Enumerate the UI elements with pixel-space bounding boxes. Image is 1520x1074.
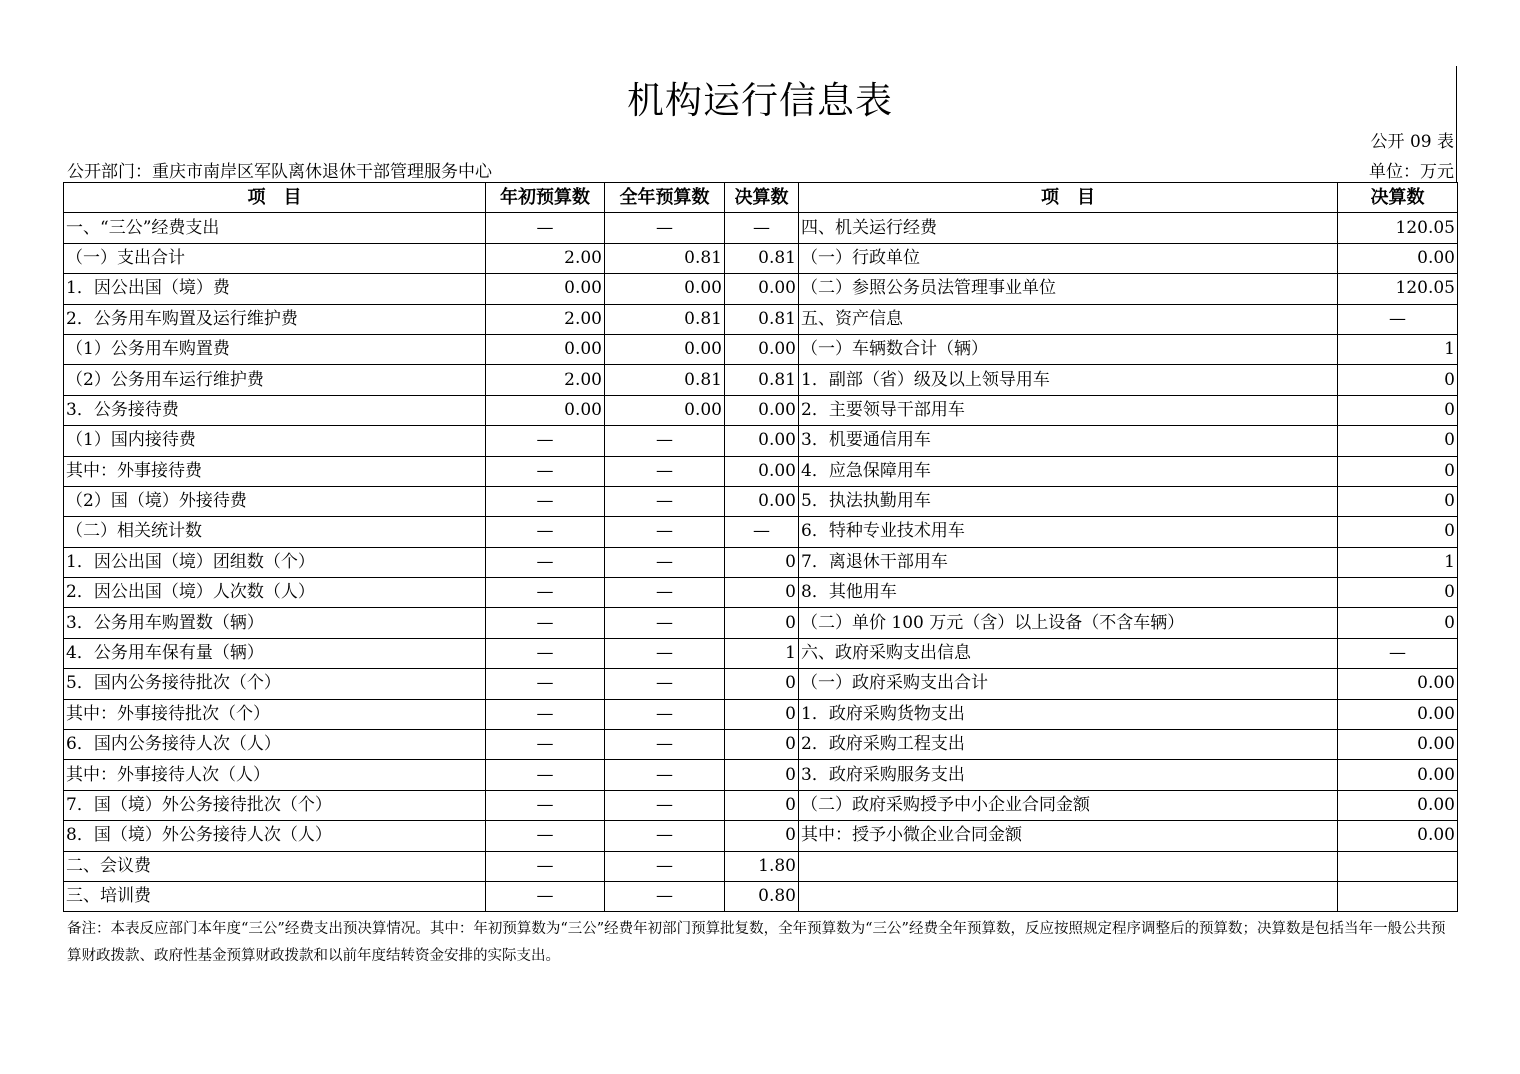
right-item-cell: 3．机要通信用车 [799,426,1338,456]
left-item-cell: 一、“三公”经费支出 [64,213,486,243]
left-item-cell: （1）公务用车购置费 [64,334,486,364]
table-row [64,547,1458,577]
table-row [64,821,1458,851]
footnote: 备注：本表反应部门本年度“三公”经费支出预决算情况。其中：年初预算数为“三公”经费年初部门预算批复数，全年预算数为“三公”经费全年预算数，反应按照规定程序调整后的预算数；决算数是包括当年一般公共预算财政拨款、政府性基金预算财政拨款和以前年度结转资金安排的实际支出。 [67,921,1446,964]
table-row [64,213,1458,243]
right-item-cell: 五、资产信息 [799,304,1338,334]
right-item-cell: 8．其他用车 [799,578,1338,608]
annual-budget-cell: — [605,760,725,790]
table-row [64,274,1458,304]
final-account-right-cell: 0.00 [1338,699,1458,729]
annual-budget-cell: 0.00 [605,274,725,304]
left-item-cell: 5．国内公务接待批次（个） [64,669,486,699]
table-row [64,881,1458,911]
final-account-left-cell: 0 [725,578,799,608]
header-initial-budget: 年初预算数 [486,183,605,213]
info-table [63,182,1458,912]
left-item-cell: 1．因公出国（境）费 [64,274,486,304]
left-item-cell: 3．公务接待费 [64,395,486,425]
final-account-left-cell: 0 [725,760,799,790]
initial-budget-cell: — [486,699,605,729]
left-item-cell: 1．因公出国（境）团组数（个） [64,547,486,577]
table-row [64,395,1458,425]
annual-budget-cell: — [605,669,725,699]
table-row [64,578,1458,608]
final-account-right-cell [1338,881,1458,911]
right-item-cell: 1．副部（省）级及以上领导用车 [799,365,1338,395]
right-item-cell: 2．政府采购工程支出 [799,730,1338,760]
initial-budget-cell: — [486,851,605,881]
right-item-cell: 六、政府采购支出信息 [799,638,1338,668]
annual-budget-cell: — [605,851,725,881]
annual-budget-cell: 0.00 [605,334,725,364]
left-item-cell: （2）公务用车运行维护费 [64,365,486,395]
annual-budget-cell: 0.81 [605,243,725,273]
right-item-cell: （二）单价 100 万元（含）以上设备（不含车辆） [799,608,1338,638]
annual-budget-cell: 0.00 [605,395,725,425]
unit-label: 单位：万元 [1369,162,1454,182]
page-title: 机构运行信息表 [627,79,893,122]
initial-budget-cell: — [486,669,605,699]
left-item-cell: 6．国内公务接待人次（人） [64,730,486,760]
final-account-left-cell: — [725,517,799,547]
header-annual-budget: 全年预算数 [605,183,725,213]
annual-budget-cell: — [605,730,725,760]
final-account-left-cell: 1.80 [725,851,799,881]
final-account-right-cell: — [1338,304,1458,334]
left-item-cell: 其中：外事接待人次（人） [64,760,486,790]
right-item-cell: 5．执法执勤用车 [799,486,1338,516]
annual-budget-cell: — [605,608,725,638]
right-item-cell: 1．政府采购货物支出 [799,699,1338,729]
final-account-left-cell: 1 [725,638,799,668]
right-item-cell [799,851,1338,881]
table-header-row [64,183,1458,213]
left-item-cell: （一）支出合计 [64,243,486,273]
annual-budget-cell: — [605,790,725,820]
left-item-cell: 二、会议费 [64,851,486,881]
annual-budget-cell: 0.81 [605,304,725,334]
initial-budget-cell: 2.00 [486,304,605,334]
final-account-right-cell: 120.05 [1338,274,1458,304]
initial-budget-cell: — [486,486,605,516]
department-label: 公开部门：重庆市南岸区军队离休退休干部管理服务中心 [67,162,492,182]
final-account-right-cell: 0.00 [1338,243,1458,273]
annual-budget-cell: — [605,638,725,668]
final-account-right-cell: 0.00 [1338,790,1458,820]
table-row [64,486,1458,516]
annual-budget-cell: 0.81 [605,365,725,395]
left-item-cell: （2）国（境）外接待费 [64,486,486,516]
left-item-cell: 3．公务用车购置数（辆） [64,608,486,638]
annual-budget-cell: — [605,486,725,516]
annual-budget-cell: — [605,547,725,577]
right-item-cell: （二）参照公务员法管理事业单位 [799,274,1338,304]
final-account-right-cell: 0.00 [1338,821,1458,851]
right-item-cell: 4．应急保障用车 [799,456,1338,486]
header-final-account-right: 决算数 [1338,183,1458,213]
final-account-left-cell: 0 [725,699,799,729]
table-row [64,517,1458,547]
final-account-left-cell: 0.00 [725,456,799,486]
annual-budget-cell: — [605,456,725,486]
right-item-cell: 2．主要领导干部用车 [799,395,1338,425]
final-account-left-cell: 0.00 [725,395,799,425]
final-account-left-cell: 0.81 [725,243,799,273]
form-number: 公开 09 表 [1370,132,1454,152]
initial-budget-cell: — [486,456,605,486]
left-item-cell: 三、培训费 [64,881,486,911]
final-account-right-cell: 0 [1338,365,1458,395]
initial-budget-cell: — [486,213,605,243]
table-row [64,304,1458,334]
table-row [64,334,1458,364]
initial-budget-cell: 0.00 [486,334,605,364]
initial-budget-cell: — [486,517,605,547]
left-item-cell: 7．国（境）外公务接待批次（个） [64,790,486,820]
left-item-cell: 2．公务用车购置及运行维护费 [64,304,486,334]
annual-budget-cell: — [605,517,725,547]
final-account-right-cell [1338,851,1458,881]
table-row [64,456,1458,486]
annual-budget-cell: — [605,426,725,456]
right-item-cell: 3．政府采购服务支出 [799,760,1338,790]
initial-budget-cell: — [486,547,605,577]
final-account-right-cell: 0 [1338,426,1458,456]
initial-budget-cell: 0.00 [486,274,605,304]
final-account-right-cell: 0 [1338,456,1458,486]
table-row [64,699,1458,729]
final-account-left-cell: 0 [725,821,799,851]
final-account-right-cell: 0.00 [1338,760,1458,790]
final-account-right-cell: 0 [1338,578,1458,608]
annual-budget-cell: — [605,821,725,851]
final-account-left-cell: 0.00 [725,486,799,516]
left-item-cell: 8．国（境）外公务接待人次（人） [64,821,486,851]
initial-budget-cell: — [486,730,605,760]
final-account-right-cell: 0 [1338,517,1458,547]
header-item-right: 项 目 [799,183,1338,213]
final-account-left-cell: 0.00 [725,334,799,364]
final-account-left-cell: 0.81 [725,365,799,395]
right-item-cell: （二）政府采购授予中小企业合同金额 [799,790,1338,820]
annual-budget-cell: — [605,578,725,608]
final-account-left-cell: 0.00 [725,274,799,304]
right-item-cell [799,881,1338,911]
left-item-cell: 其中：外事接待批次（个） [64,699,486,729]
left-item-cell: 其中：外事接待费 [64,456,486,486]
final-account-right-cell: 0.00 [1338,669,1458,699]
initial-budget-cell: 2.00 [486,365,605,395]
table-row [64,760,1458,790]
initial-budget-cell: — [486,608,605,638]
annual-budget-cell: — [605,213,725,243]
right-item-cell: （一）车辆数合计（辆） [799,334,1338,364]
final-account-right-cell: — [1338,638,1458,668]
header-item-left: 项 目 [64,183,486,213]
final-account-left-cell: 0.80 [725,881,799,911]
right-item-cell: 四、机关运行经费 [799,213,1338,243]
right-item-cell: 7．离退休干部用车 [799,547,1338,577]
initial-budget-cell: 0.00 [486,395,605,425]
final-account-right-cell: 1 [1338,334,1458,364]
initial-budget-cell: — [486,760,605,790]
right-item-cell: （一）政府采购支出合计 [799,669,1338,699]
final-account-left-cell: 0 [725,730,799,760]
final-account-right-cell: 0 [1338,395,1458,425]
annual-budget-cell: — [605,881,725,911]
table-row [64,790,1458,820]
table-row [64,851,1458,881]
right-item-cell: 6．特种专业技术用车 [799,517,1338,547]
final-account-left-cell: 0 [725,547,799,577]
table-row [64,365,1458,395]
initial-budget-cell: — [486,426,605,456]
final-account-left-cell: 0 [725,790,799,820]
annual-budget-cell: — [605,699,725,729]
left-item-cell: 4．公务用车保有量（辆） [64,638,486,668]
final-account-right-cell: 0.00 [1338,730,1458,760]
right-item-cell: 其中：授予小微企业合同金额 [799,821,1338,851]
table-row [64,426,1458,456]
initial-budget-cell: — [486,821,605,851]
final-account-left-cell: 0.81 [725,304,799,334]
left-item-cell: （1）国内接待费 [64,426,486,456]
table-row [64,608,1458,638]
table-row [64,669,1458,699]
header-final-account-left: 决算数 [725,183,799,213]
table-row [64,243,1458,273]
right-item-cell: （一）行政单位 [799,243,1338,273]
initial-budget-cell: — [486,790,605,820]
final-account-left-cell: 0 [725,608,799,638]
initial-budget-cell: — [486,638,605,668]
left-item-cell: （二）相关统计数 [64,517,486,547]
table-row [64,638,1458,668]
final-account-right-cell: 120.05 [1338,213,1458,243]
final-account-right-cell: 0 [1338,486,1458,516]
final-account-right-cell: 0 [1338,608,1458,638]
initial-budget-cell: — [486,578,605,608]
final-account-left-cell: 0.00 [725,426,799,456]
final-account-left-cell: 0 [725,669,799,699]
final-account-left-cell: — [725,213,799,243]
left-item-cell: 2．因公出国（境）人次数（人） [64,578,486,608]
initial-budget-cell: 2.00 [486,243,605,273]
right-border-line [1456,66,1457,183]
table-row [64,730,1458,760]
final-account-right-cell: 1 [1338,547,1458,577]
initial-budget-cell: — [486,881,605,911]
